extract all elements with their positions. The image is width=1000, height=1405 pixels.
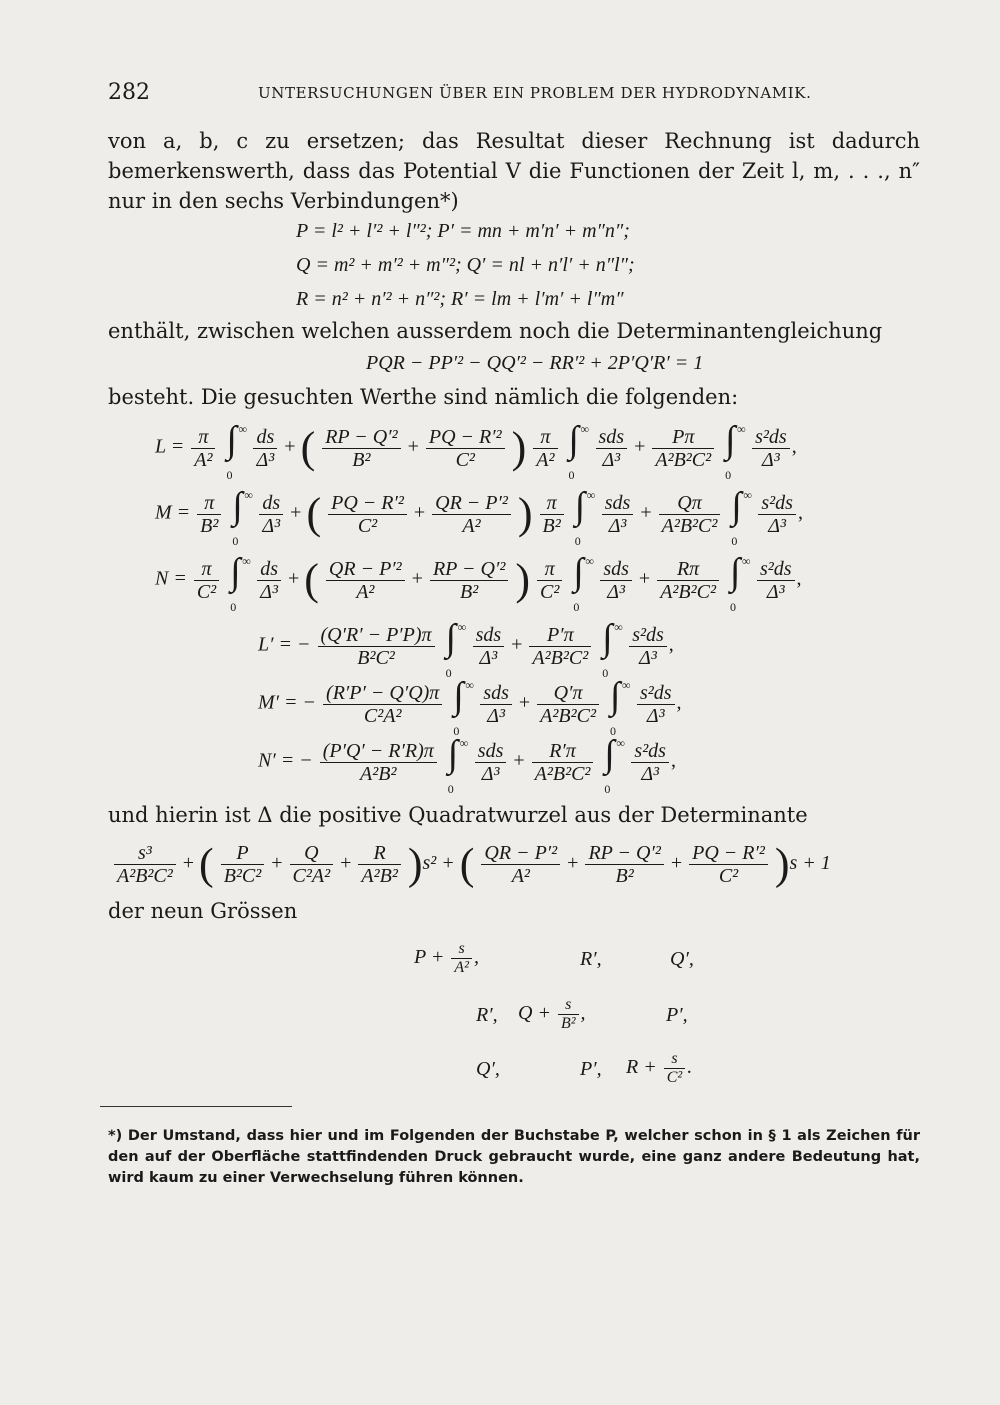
fraction: $\frac{\text{sds}}{\text{Δ³}}$ <box>596 426 628 471</box>
integral-icon: ∫ ∞ 0 <box>568 419 590 482</box>
integral-icon: ∫ ∞ 0 <box>445 617 467 680</box>
matrix-r1c3: Q′, <box>670 948 694 970</box>
integral-icon: ∫ ∞ 0 <box>232 485 253 548</box>
integral-icon: ∫ ∞ 0 <box>604 733 625 796</box>
integral-icon: ∫ ∞ 0 <box>729 551 751 614</box>
fraction: $\frac{Q'\pi}{\text{A²B²C²}}$ <box>537 682 599 727</box>
fraction: $\frac{R}{\text{A²B²}}$ <box>358 842 400 887</box>
formula-N: N = $\frac{\pi}{\text{C²}}$ ∫ ∞ 0 $\frac{ds}{\text{Δ³}}$ + ( $\frac{\text{QR − P′²}}{\text{A²}}$ + $\frac{\text{RP − Q′²}}{\text{B²}}$ ) $\frac{\pi}{\text{C²}}$ ∫ ∞ 0 $\frac{\text{sds}}{\text{Δ³}}$ + $\frac{R\pi}{\text{A²B²C²}}$ ∫ ∞ 0 $\frac{\text{s²ds}}{\text{Δ³}}$ , <box>155 551 802 614</box>
formula-lhs: L′ = − <box>258 633 311 656</box>
integral-icon: ∫ ∞ 0 <box>226 419 248 482</box>
determinant-polynomial: $\frac{\text{s³}}{\text{A²B²C²}}$ + ( $\frac{P}{\text{B²C²}}$ + $\frac{Q}{\text{C²A²}}$ + $\frac{R}{\text{A²B²}}$ )s² + ( $\frac{\text{QR − P′²}}{\text{A²}}$ + $\frac{\text{RP − Q′²}}{\text{B²}}$ + $\frac{\text{PQ − R′²}}{\text{C²}}$ )s + 1 <box>112 842 831 887</box>
paragraph-5: der neun Grössen <box>108 899 298 923</box>
formula-lhs: M′ = − <box>258 691 317 714</box>
fraction: $\frac{ds}{\text{Δ³}}$ <box>259 492 283 537</box>
fraction: $\frac{R'\pi}{\text{A²B²C²}}$ <box>532 740 594 785</box>
matrix-r3c3: R + $\frac{s}{\text{C²}}$ . <box>626 1050 693 1086</box>
formula-L: L = $\frac{\pi}{\text{A²}}$ ∫ ∞ 0 $\frac{ds}{\text{Δ³}}$ + ( $\frac{\text{RP − Q′²}}{\text{B²}}$ + $\frac{\text{PQ − R′²}}{\text{C²}}$ ) $\frac{\pi}{\text{A²}}$ ∫ ∞ 0 $\frac{\text{sds}}{\text{Δ³}}$ + $\frac{P\pi}{\text{A²B²C²}}$ ∫ ∞ 0 $\frac{\text{s²ds}}{\text{Δ³}}$ , <box>155 419 797 482</box>
equation-pqr-2: Q = m² + m′² + m″²; Q′ = nl + n′l′ + n″l″; <box>296 254 635 276</box>
page-number: 282 <box>108 80 150 105</box>
fraction: $\frac{\pi}{\text{A²}}$ <box>191 426 215 471</box>
matrix-r2c3: P′, <box>666 1004 688 1026</box>
matrix-r3c1: Q′, <box>476 1058 500 1080</box>
fraction: $\frac{\text{RP − Q′²}}{\text{B²}}$ <box>585 842 663 887</box>
fraction: $\frac{\text{sds}}{\text{Δ³}}$ <box>473 624 505 669</box>
integral-icon: ∫ ∞ 0 <box>573 551 594 614</box>
fraction: $\frac{\text{s²ds}}{\text{Δ³}}$ <box>631 740 669 785</box>
paragraph-2: enthält, zwischen welchen ausserdem noch die Determinantengleichung <box>108 319 883 343</box>
formula-N-prime: N′ = − $\frac{(P'Q' - R'R)\pi}{\text{A²B²}}$ ∫ ∞ 0 $\frac{\text{sds}}{\text{Δ³}}$ + $\frac{R'\pi}{\text{A²B²C²}}$ ∫ ∞ 0 $\frac{\text{s²ds}}{\text{Δ³}}$ , <box>258 733 676 796</box>
matrix-r3c2: P′, <box>580 1058 602 1080</box>
formula-lhs: L = <box>155 435 185 458</box>
fraction: $\frac{\text{sds}}{\text{Δ³}}$ <box>600 558 632 603</box>
integral-icon: ∫ ∞ 0 <box>453 675 474 738</box>
equation-pqr-3: R = n² + n′² + n″²; R′ = lm + l′m′ + l″m″ <box>296 288 624 310</box>
fraction: $\frac{\text{s²ds}}{\text{Δ³}}$ <box>629 624 667 669</box>
integral-icon: ∫ ∞ 0 <box>447 733 469 796</box>
matrix-r2c1: R′, <box>476 1004 498 1026</box>
page-header <box>108 80 920 110</box>
fraction: $\frac{\text{s³}}{\text{A²B²C²}}$ <box>114 842 176 887</box>
matrix-r1c1: P + $\frac{s}{\text{A²}}$ , <box>414 940 479 976</box>
integral-icon: ∫ ∞ 0 <box>725 419 746 482</box>
fraction: $\frac{\text{QR − P′²}}{\text{A²}}$ <box>481 842 560 887</box>
fraction: $\frac{\text{RP − Q′²}}{\text{B²}}$ <box>430 558 508 603</box>
fraction: $\frac{\text{s²ds}}{\text{Δ³}}$ <box>637 682 675 727</box>
fraction: $\frac{\text{PQ − R′²}}{\text{C²}}$ <box>689 842 768 887</box>
fraction: $\frac{\text{RP − Q′²}}{\text{B²}}$ <box>322 426 400 471</box>
fraction: $\frac{P'\pi}{\text{A²B²C²}}$ <box>529 624 591 669</box>
equation-pqr-1: P = l² + l′² + l″²; P′ = mn + m′n′ + m″n″; <box>296 220 630 242</box>
fraction: $\frac{(Q'R' - P'P)\pi}{\text{B²C²}}$ <box>318 624 435 669</box>
fraction: $\frac{\text{QR − P′²}}{\text{A²}}$ <box>326 558 405 603</box>
formula-M: M = $\frac{\pi}{\text{B²}}$ ∫ ∞ 0 $\frac{ds}{\text{Δ³}}$ + ( $\frac{\text{PQ − R′²}}{\text{C²}}$ + $\frac{\text{QR − P′²}}{\text{A²}}$ ) $\frac{\pi}{\text{B²}}$ ∫ ∞ 0 $\frac{\text{sds}}{\text{Δ³}}$ + $\frac{Q\pi}{\text{A²B²C²}}$ ∫ ∞ 0 $\frac{\text{s²ds}}{\text{Δ³}}$ , <box>155 485 803 548</box>
fraction: $\frac{s}{\text{C²}}$ <box>664 1050 685 1087</box>
fraction: $\frac{\pi}{\text{C²}}$ <box>194 558 219 603</box>
fraction: $\frac{\pi}{\text{B²}}$ <box>540 492 564 537</box>
fraction: $\frac{\text{PQ − R′²}}{\text{C²}}$ <box>328 492 407 537</box>
integral-icon: ∫ ∞ 0 <box>609 675 631 738</box>
fraction: $\frac{s}{\text{A²}}$ <box>451 940 472 977</box>
fraction: $\frac{P\pi}{\text{A²B²C²}}$ <box>652 426 714 471</box>
formula-M-prime: M′ = − $\frac{(R'P' - Q'Q)\pi}{\text{C²A²}}$ ∫ ∞ 0 $\frac{\text{sds}}{\text{Δ³}}$ + $\frac{Q'\pi}{\text{A²B²C²}}$ ∫ ∞ 0 $\frac{\text{s²ds}}{\text{Δ³}}$ , <box>258 675 682 738</box>
paragraph-4: und hierin ist Δ die positive Quadratwurzel aus der Determinante <box>108 803 808 827</box>
fraction: $\frac{Q}{\text{C²A²}}$ <box>290 842 334 887</box>
formula-lhs: N = <box>155 567 187 590</box>
integral-icon: ∫ ∞ 0 <box>230 551 251 614</box>
fraction: $\frac{s}{\text{B²}}$ <box>558 996 579 1033</box>
footnote: *) Der Umstand, dass hier und im Folgenden der Buchstabe P, welcher schon in § 1 als Zeichen für den auf der Oberfläche stattfindenden Druck gebraucht wurde, eine ganz andere Bedeutung hat, wird kaum zu einer Verwechselung führen können. <box>108 1128 920 1186</box>
formula-L-prime: L′ = − $\frac{(Q'R' - P'P)\pi}{\text{B²C²}}$ ∫ ∞ 0 $\frac{\text{sds}}{\text{Δ³}}$ + $\frac{P'\pi}{\text{A²B²C²}}$ ∫ ∞ 0 $\frac{\text{s²ds}}{\text{Δ³}}$ , <box>258 617 674 680</box>
matrix-r2c2: Q + $\frac{s}{\text{B²}}$ , <box>518 996 586 1032</box>
fraction: $\frac{(P'Q' - R'R)\pi}{\text{A²B²}}$ <box>320 740 437 785</box>
fraction: $\frac{\text{sds}}{\text{Δ³}}$ <box>602 492 634 537</box>
fraction: $\frac{\text{s²ds}}{\text{Δ³}}$ <box>758 492 796 537</box>
matrix-r1c2: R′, <box>580 948 602 970</box>
determinant-equation: PQR − PP′² − QQ′² − RR′² + 2P′Q′R′ = 1 <box>366 352 704 374</box>
formula-lhs: M = <box>155 501 191 524</box>
fraction: $\frac{(R'P' - Q'Q)\pi}{\text{C²A²}}$ <box>323 682 442 727</box>
fraction: $\frac{\pi}{\text{C²}}$ <box>537 558 562 603</box>
integral-icon: ∫ ∞ 0 <box>731 485 752 548</box>
fraction: $\frac{\text{sds}}{\text{Δ³}}$ <box>480 682 512 727</box>
fraction: $\frac{\pi}{\text{B²}}$ <box>197 492 221 537</box>
fraction: $\frac{\text{PQ − R′²}}{\text{C²}}$ <box>426 426 505 471</box>
fraction: $\frac{\text{sds}}{\text{Δ³}}$ <box>475 740 507 785</box>
fraction: $\frac{Q\pi}{\text{A²B²C²}}$ <box>659 492 721 537</box>
running-title: UNTERSUCHUNGEN ÜBER EIN PROBLEM DER HYDRODYNAMIK. <box>258 84 812 102</box>
fraction: $\frac{\pi}{\text{A²}}$ <box>533 426 557 471</box>
fraction: $\frac{ds}{\text{Δ³}}$ <box>257 558 281 603</box>
formula-lhs: N′ = − <box>258 749 313 772</box>
fraction: $\frac{\text{QR − P′²}}{\text{A²}}$ <box>432 492 511 537</box>
paragraph-3: besteht. Die gesuchten Werthe sind nämlich die folgenden: <box>108 385 739 409</box>
integral-icon: ∫ ∞ 0 <box>574 485 596 548</box>
footnote-divider <box>100 1106 292 1107</box>
integral-icon: ∫ ∞ 0 <box>602 617 623 680</box>
fraction: $\frac{R\pi}{\text{A²B²C²}}$ <box>657 558 719 603</box>
fraction: $\frac{P}{\text{B²C²}}$ <box>221 842 265 887</box>
fraction: $\frac{\text{s²ds}}{\text{Δ³}}$ <box>752 426 790 471</box>
paragraph-1: von a, b, c zu ersetzen; das Resultat dieser Rechnung ist dadurch bemerkenswerth, dass das Potential V die Functionen der Zeit l, m, . . ., n″ nur in den sechs Verbindungen*) <box>108 129 920 213</box>
fraction: $\frac{ds}{\text{Δ³}}$ <box>253 426 277 471</box>
fraction: $\frac{\text{s²ds}}{\text{Δ³}}$ <box>757 558 795 603</box>
